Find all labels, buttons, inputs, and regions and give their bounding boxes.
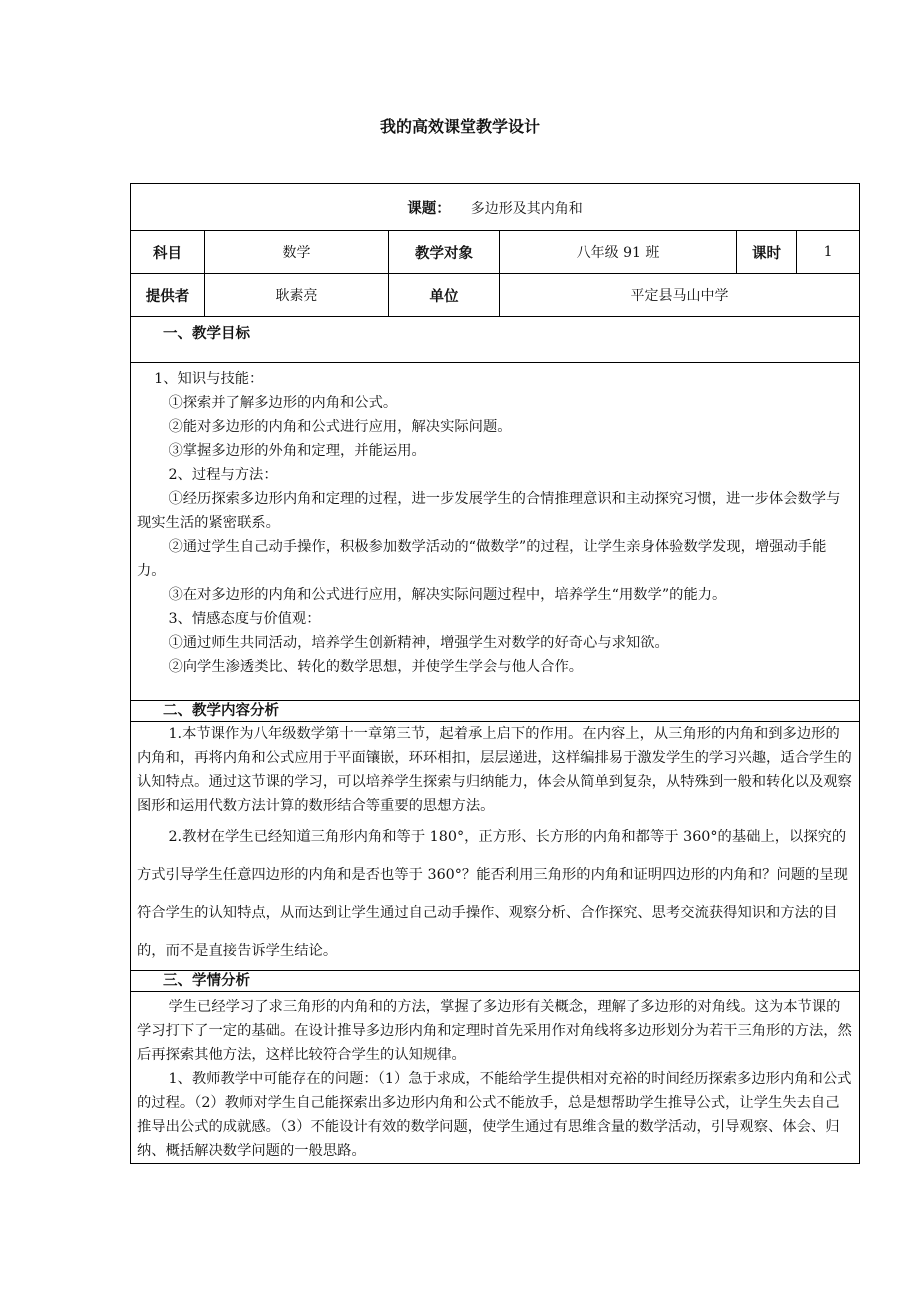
content-body-row [131, 722, 860, 971]
content-body [131, 722, 860, 971]
goal-line: ①经历探索多边形内角和定理的过程，进一步发展学生的合情推理意识和主动探究习惯，进一步体会数学与现实生活的紧密联系。 [137, 491, 841, 531]
content-heading: 二、教学内容分析 [131, 701, 860, 722]
goal-line: ②向学生渗透类比、转化的数学思想，并使学生学会与他人合作。 [168, 659, 584, 675]
info-row-provider [131, 274, 860, 317]
goals-body [131, 363, 860, 701]
subject-label: 科目 [131, 231, 205, 274]
hours-label: 课时 [737, 231, 797, 274]
goals-heading-row [131, 317, 860, 363]
subject-value: 数学 [205, 231, 389, 274]
info-row-subject [131, 231, 860, 274]
learners-body-row [131, 992, 860, 1164]
topic-value: 多边形及其内角和 [470, 200, 583, 217]
learners-heading-row [131, 971, 860, 992]
audience-value: 八年级 91 班 [500, 231, 737, 274]
goals-heading: 一、教学目标 [131, 317, 860, 363]
goal-line: ②通过学生自己动手操作，积极参加数学活动的“做数学”的过程，让学生亲身体验数学发现，增强动手能力。 [137, 539, 827, 579]
topic-row [131, 184, 860, 231]
learners-heading: 三、学情分析 [131, 971, 860, 992]
lesson-plan-table [130, 183, 860, 1164]
learners-paragraph: 1、教师教学中可能存在的问题：（1）急于求成，不能给学生提供相对充裕的时间经历探索多边形内角和公式的过程。（2）教师对学生自己能探索出多边形内角和公式不能放手，总是想帮助学生推导公式，让学生失去自己推导出公式的成就感。（3）不能设计有效的数学问题，使学生通过有思维含量的数学活动，引导观察、体会、归纳、概括解决数学问题的一般思路。 [137, 1071, 852, 1159]
provider-label: 提供者 [131, 274, 205, 317]
topic-cell [131, 184, 860, 231]
content-heading-row [131, 701, 860, 722]
goal-line: ③掌握多边形的外角和定理，并能运用。 [168, 443, 426, 459]
learners-body [131, 992, 860, 1164]
goals-body-row [131, 363, 860, 701]
goal-line: ①通过师生共同活动，培养学生创新精神，增强学生对数学的好奇心与求知欲。 [168, 635, 669, 651]
audience-label: 教学对象 [389, 231, 500, 274]
goal-line: 1、知识与技能： [154, 371, 264, 387]
hours-value: 1 [797, 231, 860, 274]
unit-value: 平定县马山中学 [500, 274, 860, 317]
content-paragraph: 2.教材在学生已经知道三角形内角和等于 180°，正方形、长方形的内角和都等于 360°的基础上，以探究的方式引导学生任意四边形的内角和是否也等于 360°？能否利用三角形的内角和证明四边形的内角和？问题的呈现符合学生的认知特点，从而达到让学生通过自己动手操作、观察分析、合作探究、思考交流获得知识和方法的目的，而不是直接告诉学生结论。 [137, 829, 848, 959]
provider-value: 耿素亮 [205, 274, 389, 317]
goal-line: ①探索并了解多边形的内角和公式。 [168, 395, 398, 411]
learners-paragraph: 学生已经学习了求三角形的内角和的方法，掌握了多边形有关概念，理解了多边形的对角线。这为本节课的学习打下了一定的基础。在设计推导多边形内角和定理时首先采用作对角线将多边形划分为若干三角形的方法，然后再探索其他方法，这样比较符合学生的认知规律。 [137, 999, 852, 1063]
content-paragraph: 1.本节课作为八年级数学第十一章第三节，起着承上启下的作用。在内容上，从三角形的内角和到多边形的内角和，再将内角和公式应用于平面镶嵌，环环相扣，层层递进，这样编排易于激发学生的学习兴趣，适合学生的认知特点。通过这节课的学习，可以培养学生探索与归纳能力，体会从简单到复杂，从特殊到一般和转化以及观察图形和运用代数方法计算的数形结合等重要的思想方法。 [137, 726, 852, 814]
goal-line: 3、情感态度与价值观： [168, 611, 321, 627]
topic-label: 课题： [407, 200, 451, 217]
goal-line: ③在对多边形的内角和公式进行应用，解决实际问题过程中，培养学生“用数学”的能力。 [168, 587, 727, 603]
page-title: 我的高效课堂教学设计 [379, 117, 540, 136]
goal-line: ②能对多边形的内角和公式进行应用，解决实际问题。 [168, 419, 512, 435]
unit-label: 单位 [389, 274, 500, 317]
goal-line: 2、过程与方法： [168, 467, 278, 483]
